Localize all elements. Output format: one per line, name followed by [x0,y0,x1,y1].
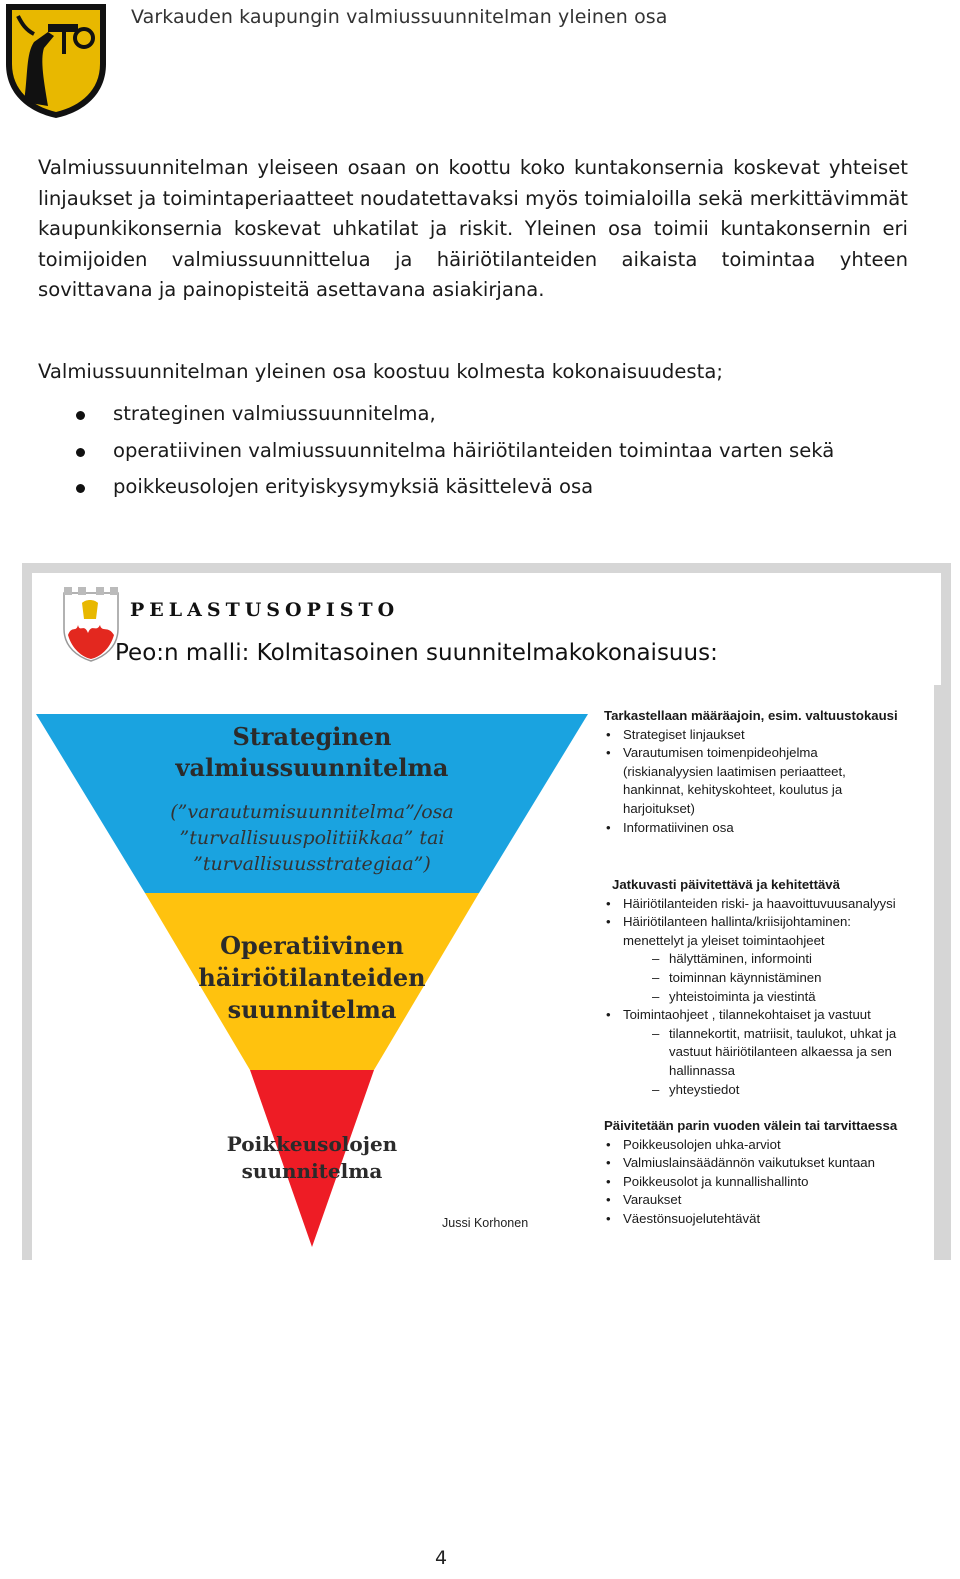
panel-heading: Päivitetään parin vuoden välein tai tarvittaessa [604,1118,898,1133]
lead-sentence: Valmiussuunnitelman yleinen osa koostuu kolmesta kokonaisuudesta; [38,360,723,383]
strategic-tier-subtitle: (”varautumisuunnitelma”/osa ”turvallisuuspolitiikkaa” tai ”turvallisuusstrategiaa”) [170,801,454,875]
header-title: Varkauden kaupungin valmiussuunnitelman yleinen osa [131,6,668,28]
rescue-college-emblem-icon [64,587,118,661]
list-item [0,402,960,439]
bullet-icon [76,411,85,420]
list-item: • Toimintaohjeet , tilannekohtaiset ja vastuut [604,1006,942,1025]
strategic-description [604,707,934,837]
bullet-icon [76,484,85,493]
component-list [0,402,960,512]
list-item: • Poikkeusolojen uhka-arviot [604,1136,934,1155]
list-item: • Strategiset linjaukset [604,726,934,745]
org-name: PELASTUSOPISTO [130,599,400,621]
city-crest-logo [4,2,108,120]
list-item [0,475,960,512]
operative-tier-label: Operatiivinen häiriötilanteiden suunnitelma [198,931,426,1024]
strategic-tier-label: Strateginen valmiussuunnitelma [175,722,449,782]
exceptional-description [604,1117,934,1229]
exceptional-tier-label: Poikkeusolojen suunnitelma [226,1132,398,1183]
list-item: • Poikkeusolot ja kunnallishallinto [604,1173,934,1192]
list-item: • Varautumisen toimenpideohjelma [604,744,934,763]
list-item: hallinnassa [669,1062,735,1078]
figure-title: Peo:n malli: Kolmitasoinen suunnitelmakokonaisuus: [115,640,718,666]
page-number: 4 [435,1547,448,1569]
list-item: • Häiriötilanteiden riski- ja haavoittuvuusanalyysi [604,895,942,914]
list-item-text: operatiivinen valmiussuunnitelma häiriötilanteiden toimintaa varten sekä [113,438,835,462]
intro-paragraph: Valmiussuunnitelman yleiseen osaan on koottu koko kuntakonsernia koskevat yhteiset linjaukset ja toimintaperiaatteet noudatettavaksi myös toimialoilla sekä merkittävimmät kaupunkikonsernia koskevat uhkatilat ja riskit. Yleinen osa toimii kuntakonsernin eri toimijoiden valmiussuunnittelua ja häiriötilanteiden aikaista toimintaa yhteen sovittavana ja painopisteitä asettavana asiakirjana. [38,156,908,301]
planning-model-figure [22,563,951,1260]
list-item: – hälyttäminen, informointi [604,950,942,969]
list-item: (riskianalyysien laatimisen periaatteet, [623,763,846,779]
list-item-text: strateginen valmiussuunnitelma, [113,402,436,425]
list-item: • Informatiivinen osa [604,819,934,838]
list-item: • Varaukset [604,1191,934,1210]
list-item [0,439,960,476]
figure-credit: Jussi Korhonen [442,1216,529,1230]
list-item: hankinnat, kehityskohteet, koulutus ja [623,782,843,798]
list-item: • Häiriötilanteen hallinta/kriisijohtaminen: [604,913,942,932]
operative-description [612,876,942,1099]
list-item: – toiminnan käynnistäminen [604,969,942,988]
list-item: – yhteistoiminta ja viestintä [604,988,942,1007]
list-item: • Väestönsuojelutehtävät [604,1210,934,1229]
list-item: – tilannekortit, matriisit, taulukot, uhkat ja [604,1025,942,1044]
list-item: • Valmiuslainsäädännön vaikutukset kuntaan [604,1154,934,1173]
panel-heading: Jatkuvasti päivitettävä ja kehitettävä [612,877,840,892]
panel-heading: Tarkastellaan määräajoin, esim. valtuustokausi [604,708,898,723]
list-item: vastuut häiriötilanteen alkaessa ja sen [669,1044,892,1060]
bullet-icon [76,448,85,457]
list-item: – yhteystiedot [604,1081,942,1100]
list-item-text: poikkeusolojen erityiskysymyksiä käsittelevä osa [113,475,594,498]
list-item: menettelyt ja yleiset toimintaohjeet [623,932,825,948]
list-item: harjoitukset) [623,800,695,816]
